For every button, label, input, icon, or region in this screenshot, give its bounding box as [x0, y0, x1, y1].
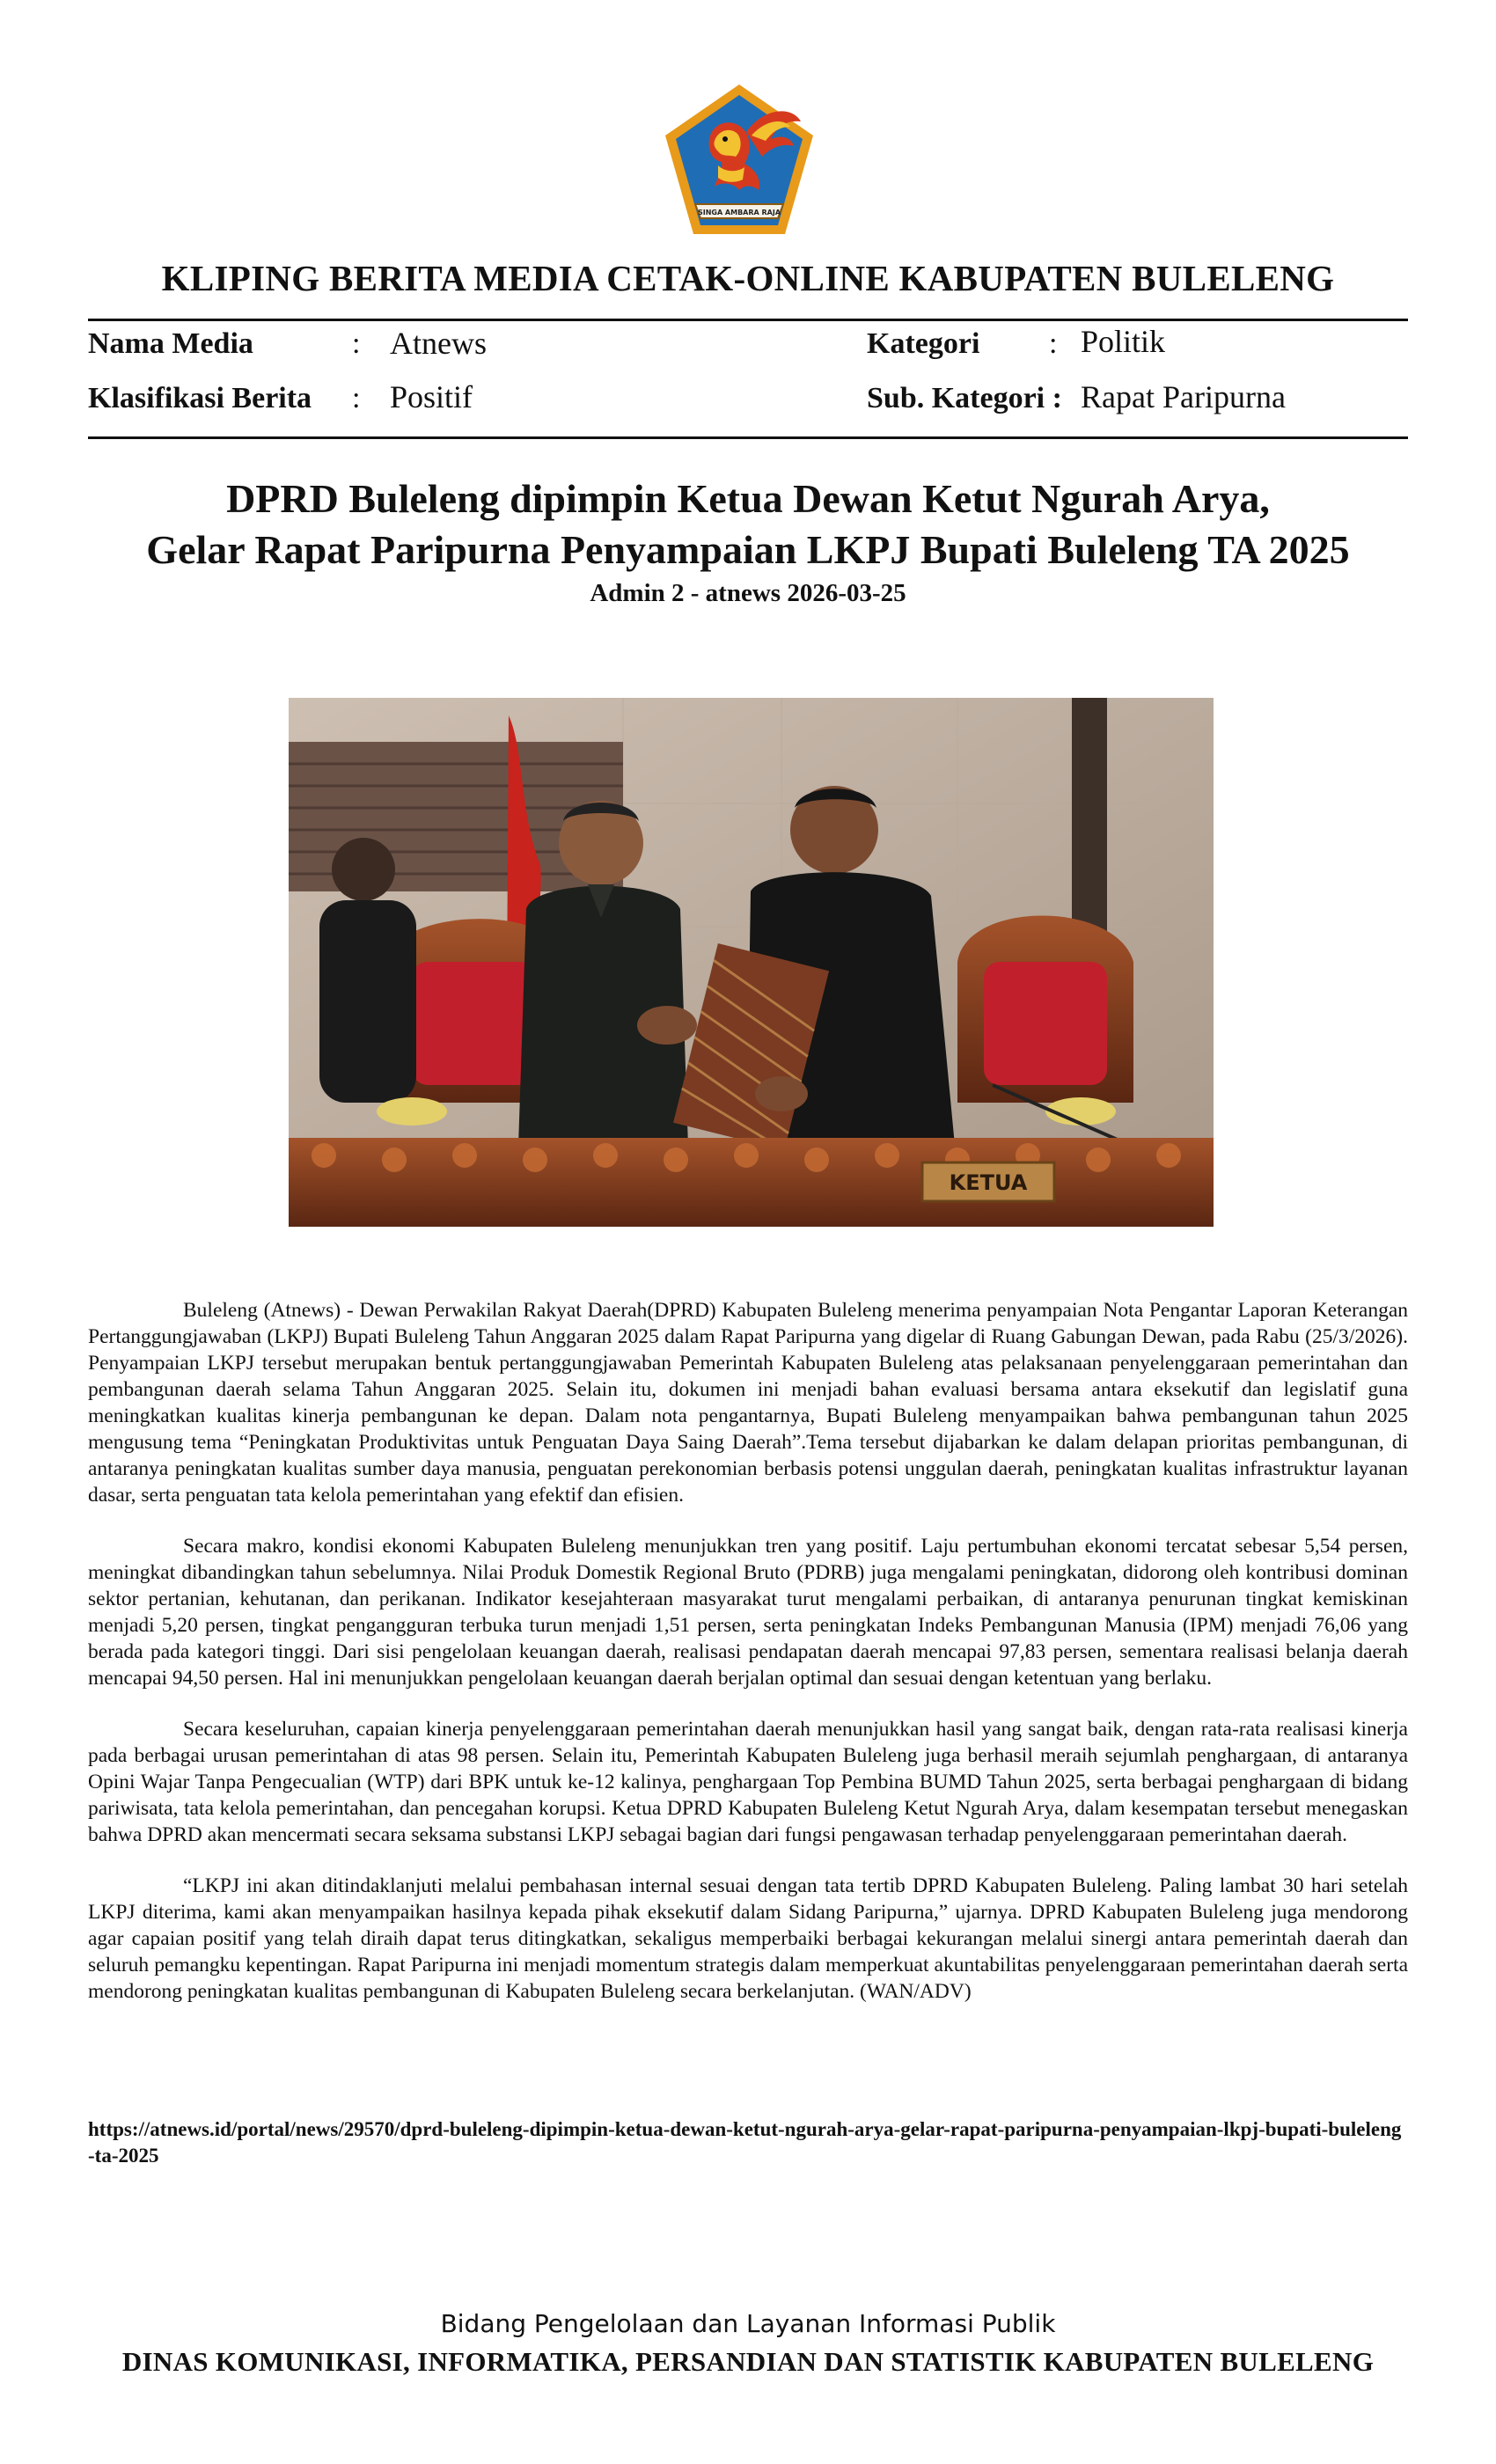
clipping-header-title: KLIPING BERITA MEDIA CETAK-ONLINE KABUPATEN BULELENG [161, 258, 1335, 298]
article-paragraph-3: Secara keseluruhan, capaian kinerja penyelenggaraan pemerintahan daerah menunjukkan hasil yang sangat baik, dengan rata-rata realisasi kinerja pada berbagai urusan pemerintahan di atas 98 persen. Selain itu, Pemerintah Kabupaten Buleleng juga berhasil meraih sejumlah penghargaan, di antaranya Opini Wajar Tanpa Pengecualian (WTP) dari BPK untuk ke-12 kalinya, penghargaan Top Pembina BUMD Tahun 2025, serta berbagai penghargaan di bidang pariwisata, tata kelola pemerintahan, dan pencegahan korupsi. Ketua DPRD Kabupaten Buleleng Ketut Ngurah Arya, dalam kesempatan tersebut menegaskan bahwa DPRD akan mencermati secara seksama substansi LKPJ sebagai bagian dari fungsi pengawasan terhadap penyelenggaraan pemerintahan daerah. [88, 1718, 1408, 1846]
kategori-colon: : [1049, 327, 1058, 360]
media-label: Nama Media [88, 327, 253, 360]
kategori-value: Politik [1081, 324, 1166, 359]
klasifikasi-colon: : [352, 382, 361, 414]
emblem-icon [660, 81, 818, 239]
article-photo [289, 698, 1214, 1227]
article-title-line-2: Gelar Rapat Paripurna Penyampaian LKPJ Bupati Buleleng TA 2025 [146, 527, 1350, 572]
kategori-label: Kategori [867, 327, 980, 360]
handover-photo-image [289, 698, 1214, 1227]
buleleng-emblem-logo [660, 81, 818, 239]
article-paragraph-4: “LKPJ ini akan ditindaklanjuti melalui pembahasan internal sesuai dengan tata tertib DPRD Kabupaten Buleleng. Paling lambat 30 hari setelah LKPJ diterima, kami akan menyampaikan hasilnya kepada pihak eksekutif dalam Sidang Paripurna,” ujarnya. DPRD Kabupaten Buleleng juga mendorong agar capaian positif yang telah diraih dapat terus ditingkatkan, sekaligus memperbaiki berbagai kekurangan melalui sinergi antara pemerintah daerah dan seluruh pemangku kepentingan. Rapat Paripurna ini menjadi momentum strategis dalam memperkuat akuntabilitas penyelenggaraan pemerintahan daerah serta mendorong peningkatan kualitas pembangunan di Kabupaten Buleleng secara berkelanjutan. (WAN/ADV) [88, 1874, 1408, 2003]
ketua-nameplate-text: KETUA [949, 1170, 1028, 1195]
media-value: Atnews [390, 326, 487, 361]
article-paragraph-2: Secara makro, kondisi ekonomi Kabupaten Buleleng menunjukkan tren yang positif. Laju pertumbuhan ekonomi tercatat sebesar 5,54 persen, meningkat dibandingkan tahun sebelumnya. Nilai Produk Domestik Regional Bruto (PDRB) juga mengalami peningkatan, didorong oleh kontribusi dominan sektor pertanian, kehutanan, dan perikanan. Indikator kesejahteraan masyarakat turut mengalami perbaikan, di antaranya penurunan tingkat kemiskinan menjadi 5,20 persen, tingkat pengangguran terbuka turun menjadi 1,51 persen, serta peningkatan Indeks Pembangunan Manusia (IPM) menjadi 76,06 yang berada pada kategori tinggi. Dari sisi pengelolaan keuangan daerah, realisasi pendapatan daerah mencapai 97,83 persen, sementara realisasi belanja daerah mencapai 94,50 persen. Hal ini menunjukkan pengelolaan keuangan daerah berjalan optimal dan sesuai dengan ketentuan yang berlaku. [88, 1535, 1408, 1690]
subkategori-value: Rapat Paripurna [1081, 379, 1286, 414]
article-body [88, 1297, 1408, 2029]
media-colon: : [352, 327, 361, 360]
article-byline: Admin 2 - atnews 2026-03-25 [590, 579, 906, 607]
article-title-line-1: DPRD Buleleng dipimpin Ketua Dewan Ketut Ngurah Arya, [226, 476, 1270, 521]
emblem-motto: SINGA AMBARA RAJA [697, 209, 781, 216]
footer-subtitle: Bidang Pengelolaan dan Layanan Informasi Publik [440, 2309, 1056, 2338]
header-divider-top [88, 319, 1408, 321]
klasifikasi-label: Klasifikasi Berita [88, 382, 312, 414]
subkategori-label: Sub. Kategori : [867, 382, 1062, 414]
klasifikasi-value: Positif [390, 379, 473, 414]
header-divider-bottom [88, 436, 1408, 439]
article-title [88, 473, 1408, 576]
article-paragraph-1: Buleleng (Atnews) - Dewan Perwakilan Rakyat Daerah(DPRD) Kabupaten Buleleng menerima penyampaian Nota Pengantar Laporan Keterangan Pertanggungjawaban (LKPJ) Bupati Buleleng Tahun Anggaran 2025 dalam Rapat Paripurna yang digelar di Ruang Gabungan Dewan, pada Rabu (25/3/2026). Penyampaian LKPJ tersebut merupakan bentuk pertanggungjawaban Pemerintah Kabupaten Buleleng atas pelaksanaan penyelenggaraan pemerintahan dan pembangunan daerah selama Tahun Anggaran 2025. Selain itu, dokumen ini menjadi bahan evaluasi bersama antara eksekutif dan legislatif guna meningkatkan kualitas kinerja pembangunan ke depan. Dalam nota pengantarnya, Bupati Buleleng menyampaikan bahwa pembangunan tahun 2025 mengusung tema “Peningkatan Produktivitas untuk Penguatan Daya Saing Daerah”.Tema tersebut dijabarkan ke dalam delapan prioritas pembangunan, di antaranya peningkatan kualitas sumber daya manusia, penguatan perekonomian berbasis potensi unggulan daerah, peningkatan kualitas infrastruktur layanan dasar, serta penguatan tata kelola pemerintahan yang efektif dan efisien. [88, 1299, 1408, 1507]
footer-title: DINAS KOMUNIKASI, INFORMATIKA, PERSANDIAN DAN STATISTIK KABUPATEN BULELENG [121, 2346, 1375, 2377]
source-url-link[interactable]: https://atnews.id/portal/news/29570/dprd-buleleng-dipimpin-ketua-dewan-ketut-ngurah-arya-gelar-rapat-paripurna-penyampaian-lkpj-bupati-buleleng-ta-2025 [88, 2118, 1402, 2167]
